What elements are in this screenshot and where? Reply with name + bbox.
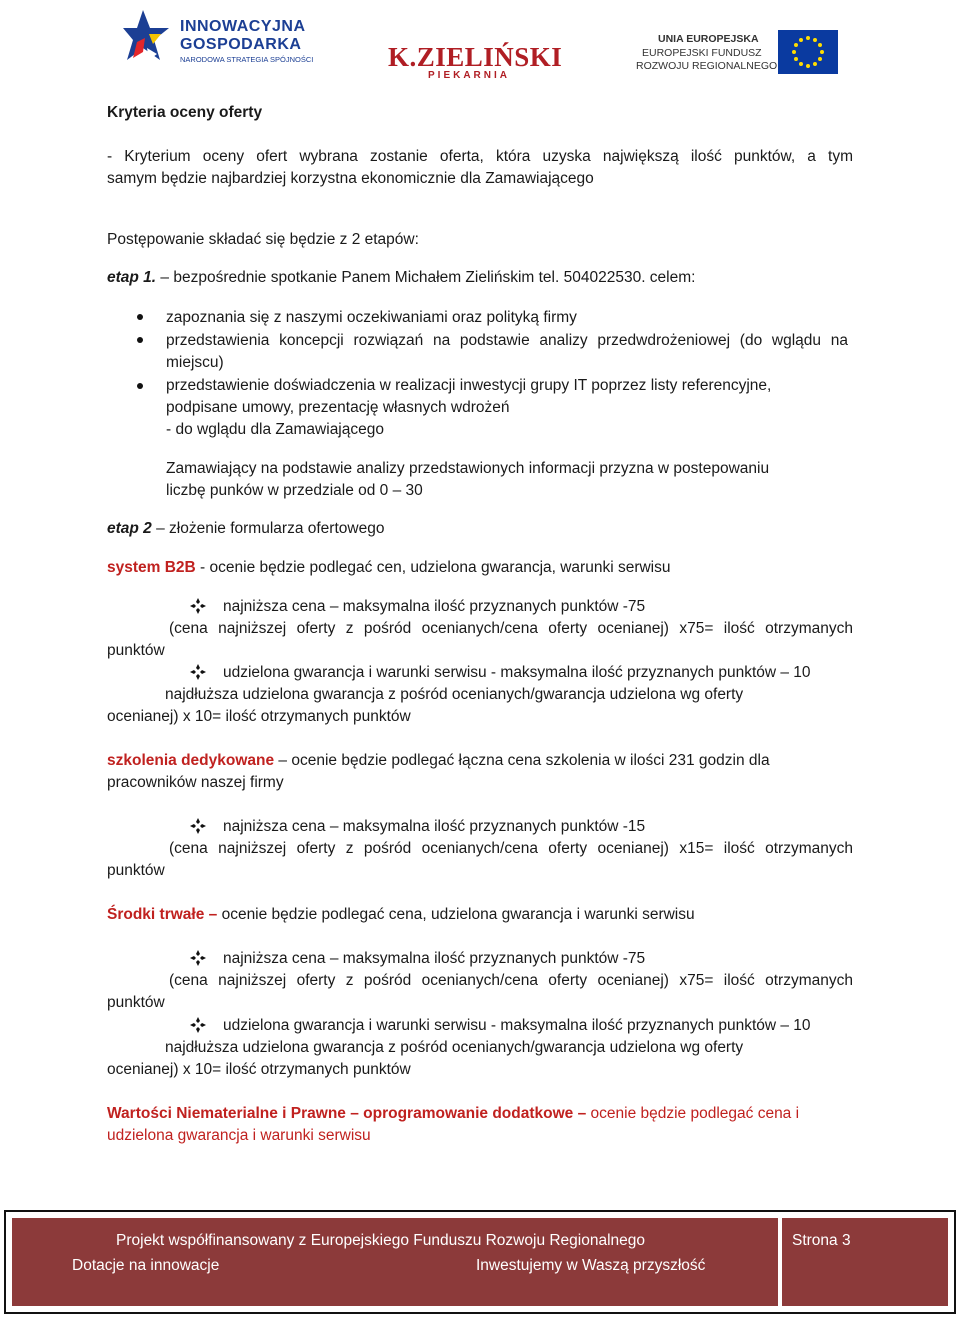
b2b-criterion-1: najniższa cena – maksymalna ilość przyznanych punktów -75 xyxy=(223,598,646,615)
ig-line2: GOSPODARKA xyxy=(180,36,302,53)
b2b-formula-1-end: punktów xyxy=(107,642,165,659)
stage-2-label: etap 2 xyxy=(107,520,152,537)
stage-2-text: – złożenie formularza ofertowego xyxy=(151,520,385,537)
b2b-formula-1: (cena najniższej oferty z pośród ocenianych/cena oferty ocenianej) x75= ilość otrzymanych xyxy=(169,620,853,637)
stages-intro: Postępowanie składać się będzie z 2 etapów: xyxy=(107,231,419,248)
k-zielinski-logo xyxy=(388,42,563,84)
page-title: Kryteria oceny oferty xyxy=(107,104,263,121)
stage-1-label: etap 1. xyxy=(107,269,157,286)
footer-line-1: Projekt współfinansowany z Europejskiego Funduszu Rozwoju Regionalnego xyxy=(116,1232,646,1249)
stage-1-text: – bezpośrednie spotkanie Panem Michałem Zielińskim tel. 504022530. celem: xyxy=(156,269,696,286)
bullet-2-line-2: miejscu) xyxy=(166,354,224,371)
b2b-criterion-2: udzielona gwarancja i warunki serwisu - maksymalna ilość przyznanych punktów – 10 xyxy=(223,664,811,681)
b2b-formula-2-end: ocenianej) x 10= ilość otrzymanych punktów xyxy=(107,708,411,725)
diamond-bullet-icon xyxy=(190,818,206,834)
ue-line1: UNIA EUROPEJSKA xyxy=(658,33,759,45)
training-formula-1-end: punktów xyxy=(107,862,165,879)
bullet-2-line-1: przedstawienia koncepcji rozwiązań na podstawie analizy przedwdrożeniowej (do wglądu na xyxy=(166,332,848,349)
fixed-assets-text: ocenie będzie podlegać cena, udzielona gwarancja i warunki serwisu xyxy=(217,906,695,923)
training-text-2: pracowników naszej firmy xyxy=(107,774,284,791)
training-heading xyxy=(107,750,770,772)
ue-line2: EUROPEJSKI FUNDUSZ xyxy=(642,47,762,59)
ig-star-icon xyxy=(123,8,173,72)
wnip-heading xyxy=(107,1103,799,1125)
b2b-label: system B2B xyxy=(107,559,196,576)
diamond-bullet-icon xyxy=(190,950,206,966)
b2b-text: - ocenie będzie podlegać cen, udzielona gwarancja, warunki serwisu xyxy=(195,559,671,576)
page-footer xyxy=(4,1210,956,1314)
eu-logo xyxy=(636,28,838,80)
score-line-1: Zamawiający na podstawie analizy przedstawionych informacji przyzna w postepowaniu xyxy=(166,460,770,477)
criterion-line-2: samym będzie najbardziej korzystna ekonomicznie dla Zamawiającego xyxy=(107,170,594,187)
b2b-heading xyxy=(107,557,671,579)
diamond-bullet-icon xyxy=(190,1017,206,1033)
ig-line1: INNOWACYJNA xyxy=(180,18,306,35)
bullet-3-line-3: - do wglądu dla Zamawiającego xyxy=(166,421,384,438)
fixed-formula-2-end: ocenianej) x 10= ilość otrzymanych punktów xyxy=(107,1061,411,1078)
criterion-line-1: - Kryterium oceny ofert wybrana zostanie oferta, która uzyska największą ilość punktów, a tym xyxy=(107,148,853,165)
diamond-bullet-icon xyxy=(190,664,206,680)
fixed-formula-1: (cena najniższej oferty z pośród ocenianych/cena oferty ocenianej) x75= ilość otrzymanych xyxy=(169,972,853,989)
bullet-3-line-1: przedstawienie doświadczenia w realizacji inwestycji grupy IT poprzez listy referencyjne, xyxy=(166,377,772,394)
footer-left-text: Dotacje na innowacje xyxy=(72,1257,220,1274)
wnip-label: Wartości Niematerialne i Prawne – oprogramowanie dodatkowe – xyxy=(107,1105,587,1122)
b2b-formula-2: najdłuższa udzielona gwarancja z pośród ocenianych/gwarancja udzielona wg oferty xyxy=(165,686,744,703)
footer-page-box xyxy=(782,1218,948,1306)
diamond-bullet-icon xyxy=(190,598,206,614)
bullet-dot xyxy=(137,383,143,389)
ue-line3: ROZWOJU REGIONALNEGO xyxy=(636,60,778,72)
score-line-2: liczbę punków w przedziale od 0 – 30 xyxy=(166,482,423,499)
bullet-3-line-2: podpisane umowy, prezentację własnych wdrożeń xyxy=(166,399,510,416)
training-label: szkolenia dedykowane xyxy=(107,752,275,769)
innowacyjna-gospodarka-logo xyxy=(123,8,333,72)
wnip-text-2: udzielona gwarancja i warunki serwisu xyxy=(107,1127,371,1144)
page-number: Strona 3 xyxy=(792,1232,851,1249)
fixed-formula-2: najdłuższa udzielona gwarancja z pośród ocenianych/gwarancja udzielona wg oferty xyxy=(165,1039,744,1056)
wnip-text: ocenie będzie podlegać cena i xyxy=(586,1105,800,1122)
footer-project-box xyxy=(12,1218,778,1306)
training-text: – ocenie będzie podlegać łączna cena szkolenia w ilości 231 godzin dla xyxy=(274,752,770,769)
bullet-dot xyxy=(137,314,143,320)
fixed-assets-label: Środki trwałe – xyxy=(107,906,218,923)
kz-name: K.ZIELIŃSKI xyxy=(388,42,563,72)
stage-1 xyxy=(107,267,695,289)
bullet-1: zapoznania się z naszymi oczekiwaniami oraz polityką firmy xyxy=(166,309,577,326)
fixed-assets-heading xyxy=(107,904,695,926)
stage-2 xyxy=(107,518,384,540)
ig-line3: NARODOWA STRATEGIA SPÓJNOŚCI xyxy=(180,55,314,64)
fixed-criterion-2: udzielona gwarancja i warunki serwisu - maksymalna ilość przyznanych punktów – 10 xyxy=(223,1017,811,1034)
fixed-criterion-1: najniższa cena – maksymalna ilość przyznanych punktów -75 xyxy=(223,950,646,967)
bullet-dot xyxy=(137,337,143,343)
kz-sub: PIEKARNIA xyxy=(428,70,511,81)
footer-right-text: Inwestujemy w Waszą przyszłość xyxy=(476,1257,706,1274)
eu-flag-icon xyxy=(778,30,838,74)
training-criterion-1: najniższa cena – maksymalna ilość przyznanych punktów -15 xyxy=(223,818,646,835)
training-formula-1: (cena najniższej oferty z pośród ocenianych/cena oferty ocenianej) x15= ilość otrzymanych xyxy=(169,840,853,857)
fixed-formula-1-end: punktów xyxy=(107,994,165,1011)
